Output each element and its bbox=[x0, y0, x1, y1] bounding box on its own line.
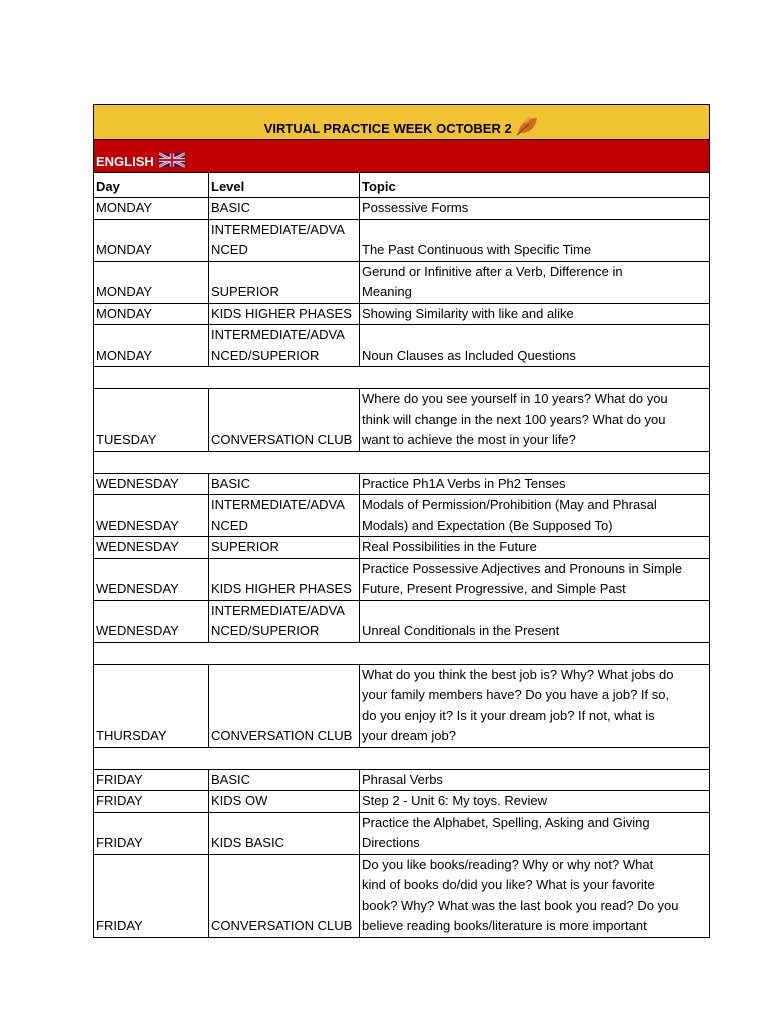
level-cell: KIDS HIGHER PHASES bbox=[209, 303, 360, 325]
header-day: Day bbox=[94, 173, 209, 198]
table-row bbox=[94, 558, 710, 600]
day-cell: WEDNESDAY bbox=[94, 473, 209, 495]
title-cell bbox=[94, 105, 710, 140]
table-row bbox=[94, 812, 710, 854]
header-level: Level bbox=[209, 173, 360, 198]
level-cell: INTERMEDIATE/ADVA NCED bbox=[209, 495, 360, 537]
day-cell: FRIDAY bbox=[94, 854, 209, 937]
topic-cell: Unreal Conditionals in the Present bbox=[360, 600, 710, 642]
level-cell: INTERMEDIATE/ADVA NCED/SUPERIOR bbox=[209, 325, 360, 367]
level-cell: INTERMEDIATE/ADVA NCED bbox=[209, 219, 360, 261]
topic-cell: Practice the Alphabet, Spelling, Asking and Giving Directions bbox=[360, 812, 710, 854]
day-cell: WEDNESDAY bbox=[94, 558, 209, 600]
day-cell: FRIDAY bbox=[94, 812, 209, 854]
table-row bbox=[94, 854, 710, 937]
header-topic: Topic bbox=[360, 173, 710, 198]
schedule-table bbox=[93, 104, 710, 938]
spacer-row bbox=[94, 642, 710, 664]
topic-cell: Showing Similarity with like and alike bbox=[360, 303, 710, 325]
day-cell: MONDAY bbox=[94, 325, 209, 367]
level-cell: CONVERSATION CLUB bbox=[209, 664, 360, 747]
table-row bbox=[94, 325, 710, 367]
level-cell: CONVERSATION CLUB bbox=[209, 854, 360, 937]
autumn-leaf-icon bbox=[515, 116, 539, 136]
spacer-row bbox=[94, 451, 710, 473]
table-row bbox=[94, 261, 710, 303]
day-cell: TUESDAY bbox=[94, 389, 209, 452]
day-cell: WEDNESDAY bbox=[94, 537, 209, 559]
topic-cell: Gerund or Infinitive after a Verb, Difference in Meaning bbox=[360, 261, 710, 303]
title-row bbox=[94, 105, 710, 140]
table-row bbox=[94, 664, 710, 747]
day-cell: FRIDAY bbox=[94, 769, 209, 791]
day-cell: THURSDAY bbox=[94, 664, 209, 747]
table-row bbox=[94, 473, 710, 495]
day-cell: MONDAY bbox=[94, 303, 209, 325]
topic-cell: Modals of Permission/Prohibition (May and Phrasal Modals) and Expectation (Be Supposed To) bbox=[360, 495, 710, 537]
topic-cell: Do you like books/reading? Why or why not? What kind of books do/did you like? What is your favorite book? Why? What was the last book you read? Do you believe reading books/literature is more important bbox=[360, 854, 710, 937]
day-cell: WEDNESDAY bbox=[94, 495, 209, 537]
table-row bbox=[94, 303, 710, 325]
level-cell: CONVERSATION CLUB bbox=[209, 389, 360, 452]
topic-cell: Step 2 - Unit 6: My toys. Review bbox=[360, 791, 710, 813]
spacer-row bbox=[94, 367, 710, 389]
day-cell: MONDAY bbox=[94, 261, 209, 303]
level-cell: INTERMEDIATE/ADVA NCED/SUPERIOR bbox=[209, 600, 360, 642]
level-cell: KIDS BASIC bbox=[209, 812, 360, 854]
table-row bbox=[94, 600, 710, 642]
spacer-row bbox=[94, 747, 710, 769]
day-cell: FRIDAY bbox=[94, 791, 209, 813]
level-cell: BASIC bbox=[209, 198, 360, 220]
topic-cell: Practice Possessive Adjectives and Pronouns in Simple Future, Present Progressive, and Simple Past bbox=[360, 558, 710, 600]
topic-cell: Possessive Forms bbox=[360, 198, 710, 220]
language-row bbox=[94, 140, 710, 173]
header-row bbox=[94, 173, 710, 198]
table-row bbox=[94, 389, 710, 452]
level-cell: KIDS HIGHER PHASES bbox=[209, 558, 360, 600]
topic-cell: Noun Clauses as Included Questions bbox=[360, 325, 710, 367]
topic-cell: What do you think the best job is? Why? What jobs do your family members have? Do you have a job? If so, do you enjoy it? Is it your dream job? If not, what is your dream job? bbox=[360, 664, 710, 747]
language-cell bbox=[94, 140, 710, 173]
level-cell: SUPERIOR bbox=[209, 537, 360, 559]
table-row bbox=[94, 537, 710, 559]
table-row bbox=[94, 219, 710, 261]
uk-flag-icon bbox=[159, 152, 185, 168]
table-row bbox=[94, 495, 710, 537]
language-label: ENGLISH bbox=[96, 153, 154, 169]
level-cell: SUPERIOR bbox=[209, 261, 360, 303]
table-row bbox=[94, 769, 710, 791]
page-title: VIRTUAL PRACTICE WEEK OCTOBER 2 bbox=[263, 120, 512, 136]
table-row bbox=[94, 791, 710, 813]
day-cell: MONDAY bbox=[94, 198, 209, 220]
topic-cell: Where do you see yourself in 10 years? What do you think will change in the next 100 years? What do you want to achieve the most in your life? bbox=[360, 389, 710, 452]
topic-cell: Phrasal Verbs bbox=[360, 769, 710, 791]
table-row bbox=[94, 198, 710, 220]
topic-cell: The Past Continuous with Specific Time bbox=[360, 219, 710, 261]
level-cell: KIDS OW bbox=[209, 791, 360, 813]
day-cell: MONDAY bbox=[94, 219, 209, 261]
day-cell: WEDNESDAY bbox=[94, 600, 209, 642]
topic-cell: Practice Ph1A Verbs in Ph2 Tenses bbox=[360, 473, 710, 495]
level-cell: BASIC bbox=[209, 473, 360, 495]
level-cell: BASIC bbox=[209, 769, 360, 791]
topic-cell: Real Possibilities in the Future bbox=[360, 537, 710, 559]
